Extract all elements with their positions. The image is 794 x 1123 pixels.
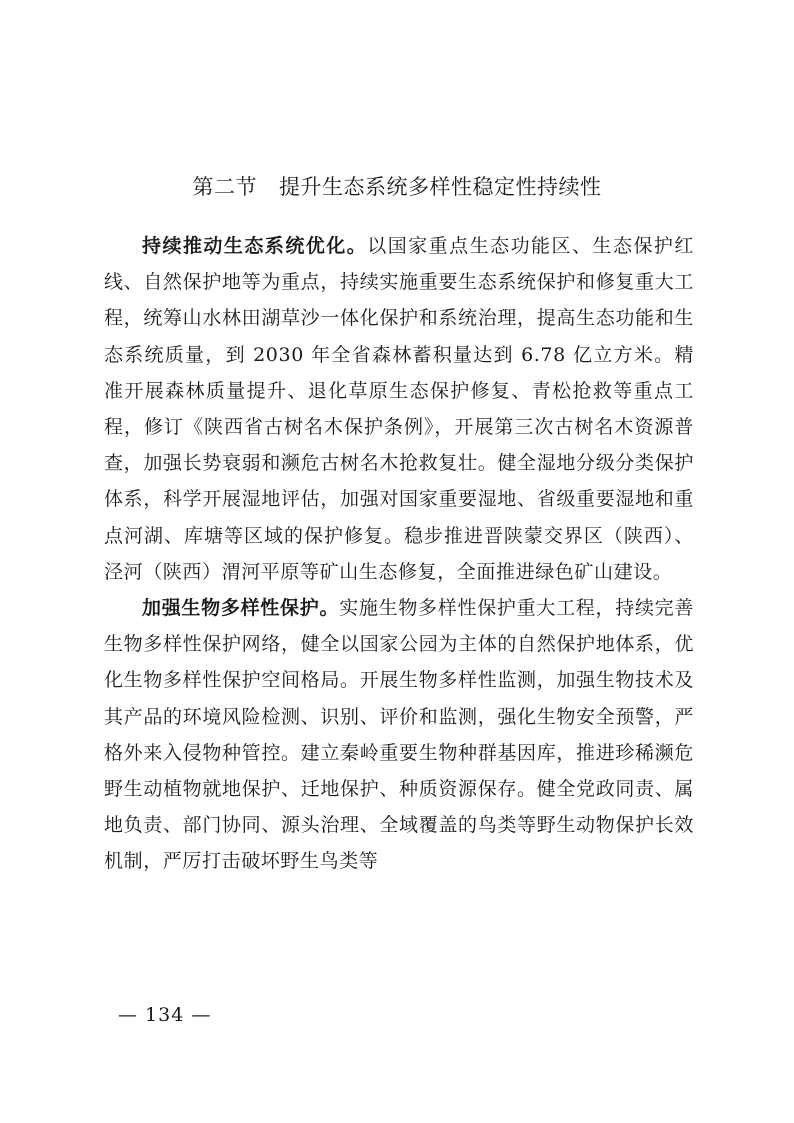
section-title: 提升生态系统多样性稳定性持续性 [279,175,602,199]
paragraph-text: 以国家重点生态功能区、生态保护红线、自然保护地等为重点，持续实施重要生态系统保护和修复重大工程，统筹山水林田湖草沙一体化保护和系统治理，提高生态功能和生态系统质量，到 2030 年全省森林蓄积量达到 6.78 亿立方米。精准开展森林质量提升、退化草原生态保护修复、青松抢救等重点工程，修订《陕西省古树名木保护条例》，开展第三次古树名木资源普查，加强长势衰弱和濒危古树名木抢救复壮。健全湿地分级分类保护体系，科学开展湿地评估，加强对国家重要湿地、省级重要湿地和重点河湖、库塘等区域的保护修复。稳步推进晋陕蒙交界区（陕西）、泾河（陕西）渭河平原等矿山生态修复，全面推进绿色矿山建设。 [104,235,694,583]
paragraph-biodiversity [104,590,694,880]
body-text [104,228,694,880]
paragraph-lead: 持续推动生态系统优化。 [142,235,368,257]
paragraph-ecosystem [104,228,694,590]
section-number: 第二节 [192,175,257,199]
page-number: — 134 — [118,1004,212,1026]
paragraph-lead: 加强生物多样性保护。 [142,597,340,620]
section-heading [0,171,794,203]
paragraph-text: 实施生物多样性保护重大工程，持续完善生物多样性保护网络，健全以国家公园为主体的自然保护地体系，优化生物多样性保护空间格局。开展生物多样性监测，加强生物技术及其产品的环境风险检测、识别、评价和监测，强化生物安全预警，严格外来入侵物种管控。建立秦岭重要生物种群基因库，推进珍稀濒危野生动植物就地保护、迁地保护、种质资源保存。健全党政同责、属地负责、部门协同、源头治理、全域覆盖的鸟类等野生动物保护长效机制，严厉打击破坏野生鸟类等 [104,597,694,873]
